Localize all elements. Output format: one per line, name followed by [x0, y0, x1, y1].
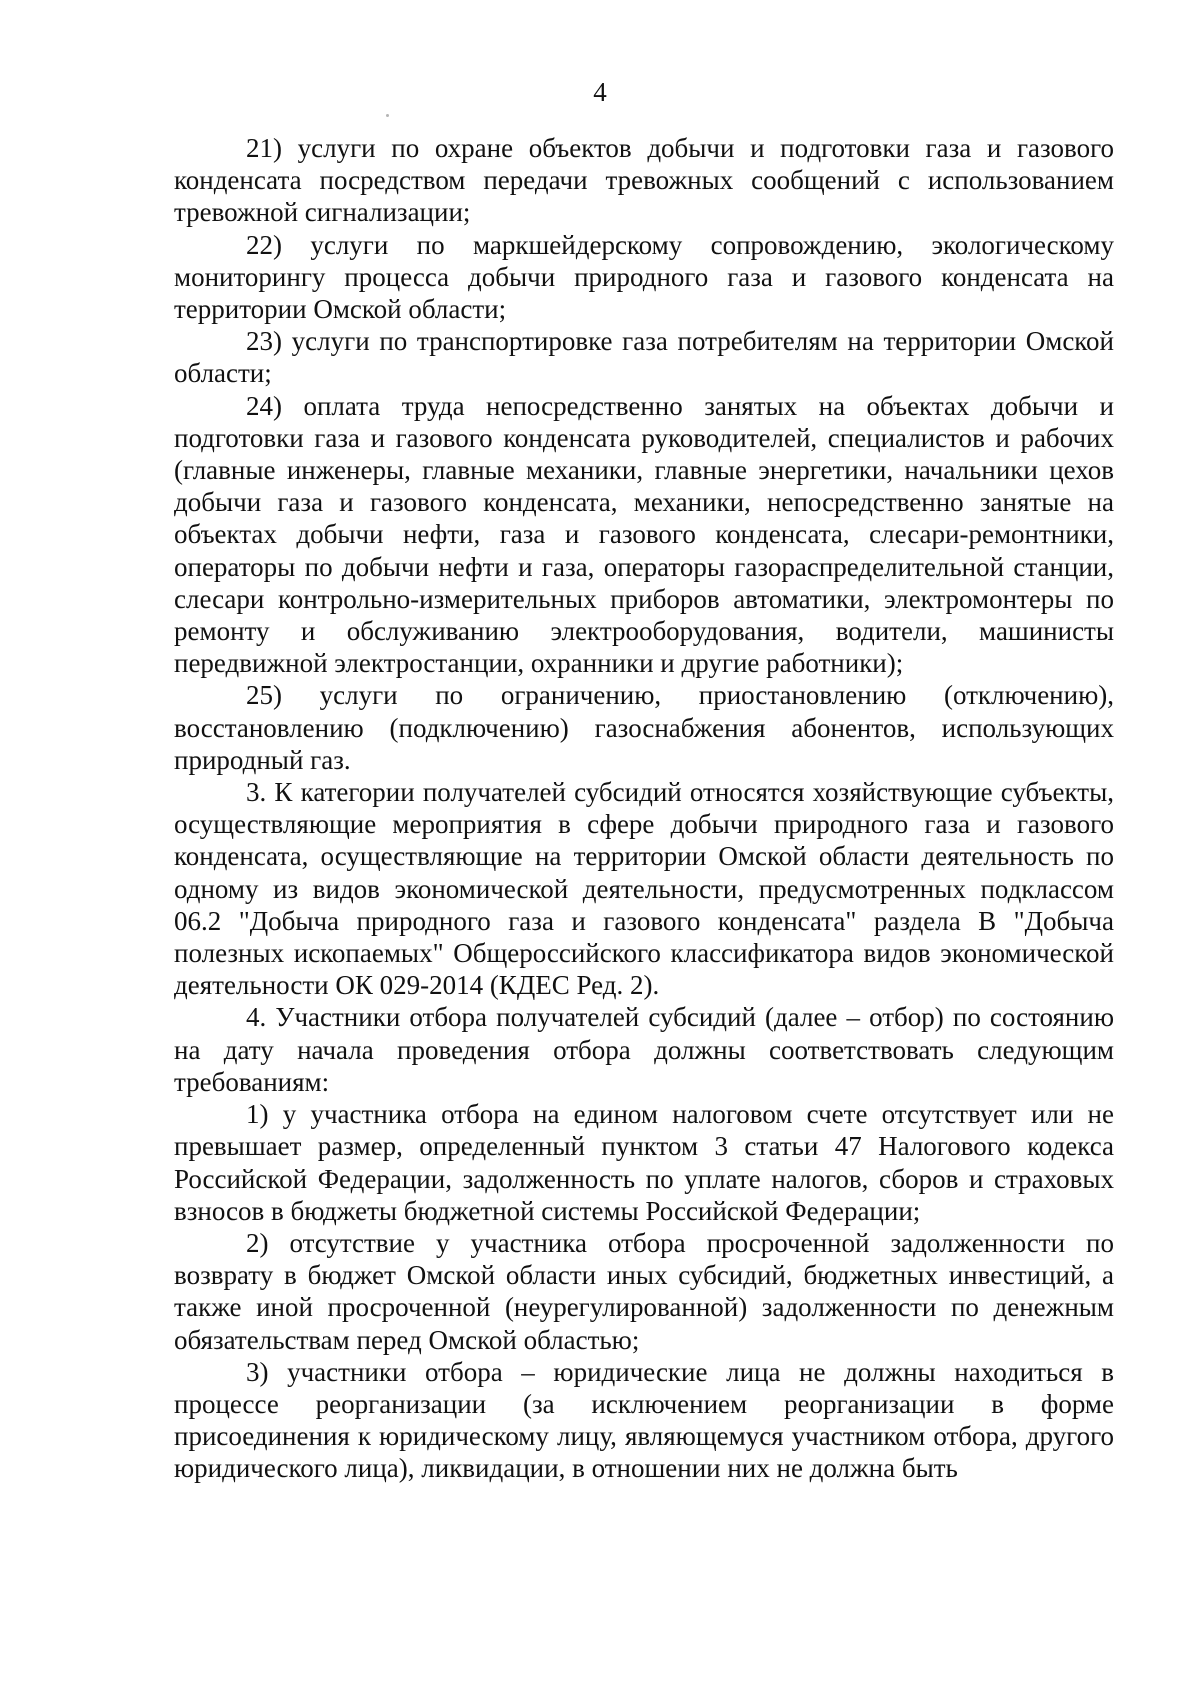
page-number: 4	[593, 77, 607, 107]
paragraph-item-21: 21) услуги по охране объектов добычи и подготовки газа и газового конденсата посредством передачи тревожных сообщений с использованием тревожной сигнализации;	[174, 133, 1114, 228]
paragraph-item-25: 25) услуги по ограничению, приостановлению (отключению), восстановлению (подключению) газоснабжения абонентов, использующих природный газ.	[174, 680, 1114, 775]
paragraph-item-24: 24) оплата труда непосредственно занятых на объектах добычи и подготовки газа и газового конденсата руководителей, специалистов и рабочих (главные инженеры, главные механики, главные энергетики, начальники цехов добычи газа и газового конденсата, механики, непосредственно занятые на объектах добычи нефти, газа и газового конденсата, слесари-ремонтники, операторы по добычи нефти и газа, операторы газораспределительной станции, слесари контрольно-измерительных приборов автоматики, электромонтеры по ремонту и обслуживанию электрооборудования, водители, машинисты передвижной электростанции, охранники и другие работники);	[174, 390, 1114, 679]
paragraph-item-23: 23) услуги по транспортировке газа потребителям на территории Омской области;	[174, 326, 1114, 389]
paragraph-section-4: 4. Участники отбора получателей субсидий (далее – отбор) по состоянию на дату начала проведения отбора должны соответствовать следующим требованиям:	[174, 1002, 1114, 1097]
paragraph-requirement-1: 1) у участника отбора на едином налоговом счете отсутствует или не превышает размер, определенный пунктом 3 статьи 47 Налогового кодекса Российской Федерации, задолженность по уплате налогов, сборов и страховых взносов в бюджеты бюджетной системы Российской Федерации;	[174, 1099, 1114, 1226]
paragraph-item-22: 22) услуги по маркшейдерскому сопровождению, экологическому мониторингу процесса добычи природного газа и газового конденсата на территории Омской области;	[174, 229, 1114, 325]
paragraph-section-3: 3. К категории получателей субсидий относятся хозяйствующие субъекты, осуществляющие мероприятия в сфере добычи природного газа и газового конденсата, осуществляющие на территории Омской области деятельность по одному из видов экономической деятельности, предусмотренных подклассом 06.2 "Добыча природного газа и газового конденсата" раздела B "Добыча полезных ископаемых" Общероссийского классификатора видов экономической деятельности ОК 029-2014 (КДЕС Ред. 2).	[174, 777, 1114, 1001]
paragraph-requirement-2: 2) отсутствие у участника отбора просроченной задолженности по возврату в бюджет Омской области иных субсидий, бюджетных инвестиций, а также иной просроченной (неурегулированной) задолженности по денежным обязательствам перед Омской областью;	[174, 1227, 1114, 1355]
scan-speck	[386, 114, 389, 117]
document-body	[174, 132, 1114, 1485]
paragraph-requirement-3: 3) участники отбора – юридические лица не должны находиться в процессе реорганизации (за исключением реорганизации в форме присоединения к юридическому лицу, являющемуся участником отбора, другого юридического лица), ликвидации, в отношении них не должна быть	[174, 1356, 1114, 1484]
